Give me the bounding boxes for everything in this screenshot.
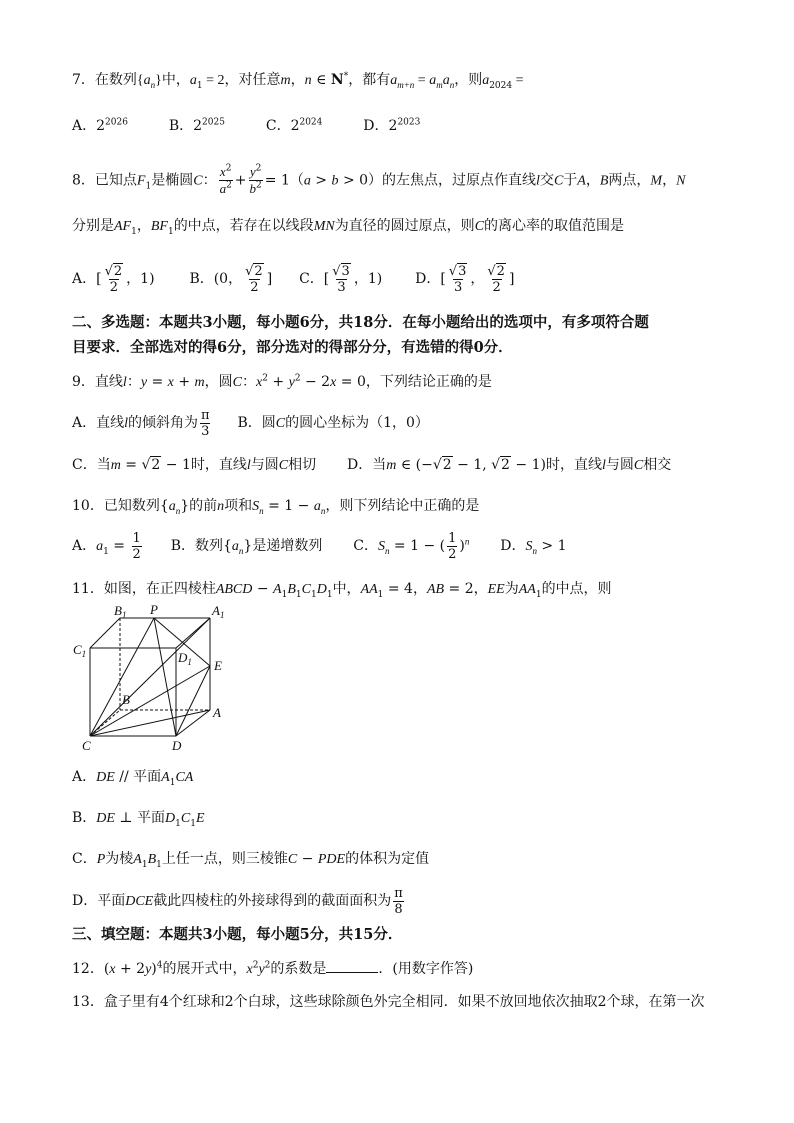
q10-option-a[interactable]: A．$a_1$ = $\frac{1}{2}$ (72, 530, 141, 562)
question-8-stem: 8．已知点$F_1$是椭圆C： $\frac{x^2}{a^2}$ + $\frac{y^2}{b^2}$ = 1（a > b > 0）的左焦点，过原点作直线l交C于A，B两点，M，N (72, 163, 686, 196)
label-d1: $D_1$ (178, 650, 192, 667)
q9-option-b[interactable]: B．圆C的圆心坐标为（1，0） (237, 415, 429, 431)
q9-option-d[interactable]: D．当m ∈ (−√2 − 1, √2 − 1)时，直线l与圆C相交 (347, 457, 672, 473)
q9-option-c[interactable]: C．当m = √2 − 1时，直线l与圆C相切 (72, 457, 317, 473)
label-c: C (82, 738, 91, 753)
q7-option-a[interactable]: A．$2^{2026}$ (72, 117, 128, 134)
edge-c1-b1 (90, 618, 120, 648)
q8-option-d[interactable]: D．[ $\frac{√3}{3}$ ， $\frac{√2}{2}$ ] (415, 263, 515, 295)
section-2-heading-line2: 目要求．全部选对的得6分，部分选对的得部分分，有选错的得0分． (72, 339, 513, 356)
q9-option-a[interactable]: A．直线l的倾斜角为 $\frac{\pi}{3}$ (72, 407, 210, 439)
section-3-heading: 三、填空题：本题共3小题，每小题5分，共15分． (72, 926, 403, 943)
question-11-stem: 11．如图，在正四棱柱ABCD − $A_1B_1C_1D_1$中，$AA_1 = 4$，AB = 2，EE为$AA_1$的中点，则 (72, 581, 612, 600)
question-13-stem: 13．盒子里有4个红球和2个白球，这些球除颜色外完全相同．如果不放回地依次抽取2个球，在第一次 (72, 994, 705, 1010)
question-9-options-ab (72, 406, 429, 441)
segment-c-p (90, 618, 154, 736)
question-9-options-cd (72, 456, 671, 475)
label-e: E (214, 658, 222, 673)
question-10-options (72, 529, 567, 564)
question-7-stem: 7．在数列$\{a_n\}$中，$a_1 = 2$，对任意m，n ∈ N*，都有$a_{m+n} = a_ma_n$，则$a_{2024}$ = (72, 71, 524, 91)
q10-option-c[interactable]: C．$S_n = 1$ − ( $\frac{1}{2}$ )$^n$ (353, 530, 470, 562)
q8-option-b[interactable]: B．(0， $\frac{√2}{2}$ ] (189, 263, 273, 295)
q11-option-b[interactable]: B．DE ⊥ 平面$D_1C_1E$ (72, 810, 205, 829)
question-12-stem: 12．$(x + 2y)^4$的展开式中，$x^2y^2$的系数是 ．(用数字作答) (72, 960, 474, 977)
question-9-stem: 9．直线l：y = x + m，圆C：$x^2 + y^2 - 2x = 0$，下列结论正确的是 (72, 373, 492, 390)
label-a1: $A_1$ (212, 604, 225, 620)
label-a: A (213, 705, 221, 720)
answer-blank[interactable] (326, 960, 378, 973)
question-7-options (72, 117, 420, 135)
label-p: P (150, 604, 158, 617)
question-8-options (72, 262, 514, 296)
q8-option-c[interactable]: C．[ $\frac{√3}{3}$ ，1) (299, 263, 383, 295)
label-b1: $B_1$ (114, 604, 127, 620)
q7-option-b[interactable]: B．$2^{2025}$ (168, 117, 225, 134)
q8-option-a[interactable]: A．[ $\frac{√2}{2}$ ，1) (72, 263, 155, 295)
q7-option-c[interactable]: C．$2^{2024}$ (265, 117, 323, 134)
segment-c-a (90, 710, 210, 736)
segment-d-e (176, 666, 210, 736)
label-b: B (122, 692, 130, 707)
label-c1: $C_1$ (73, 642, 87, 659)
section-2-heading: 二、多选题：本题共3小题，每小题6分，共18分．在每小题给出的选项中，有多项符合题 (72, 314, 649, 331)
question-8-line2: 分别是$AF_1$，$BF_1$的中点，若存在以线段MN为直径的圆过原点，则C的离心率的取值范围是 (72, 218, 625, 237)
question-10-stem: 10．已知数列$\{a_n\}$的前n项和$S_n = 1 - a_n$，则下列结论中正确的是 (72, 498, 480, 516)
q7-option-d[interactable]: D．$2^{2023}$ (363, 117, 421, 134)
q11-option-a[interactable]: A．DE // 平面$A_1CA$ (72, 769, 194, 788)
prism-figure (72, 604, 232, 754)
q11-option-d[interactable]: D．平面DCE截此四棱柱的外接球得到的截面面积为 $\frac{\pi}{8}$ (72, 885, 403, 917)
q11-option-c[interactable]: C．P为棱$A_1B_1$上任一点，则三棱锥C − PDE的体积为定值 (72, 851, 430, 870)
label-d: D (172, 738, 182, 753)
q10-option-d[interactable]: D．$S_n > 1$ (500, 538, 567, 556)
q10-option-b[interactable]: B．数列$\{a_n\}$是递增数列 (170, 538, 323, 556)
